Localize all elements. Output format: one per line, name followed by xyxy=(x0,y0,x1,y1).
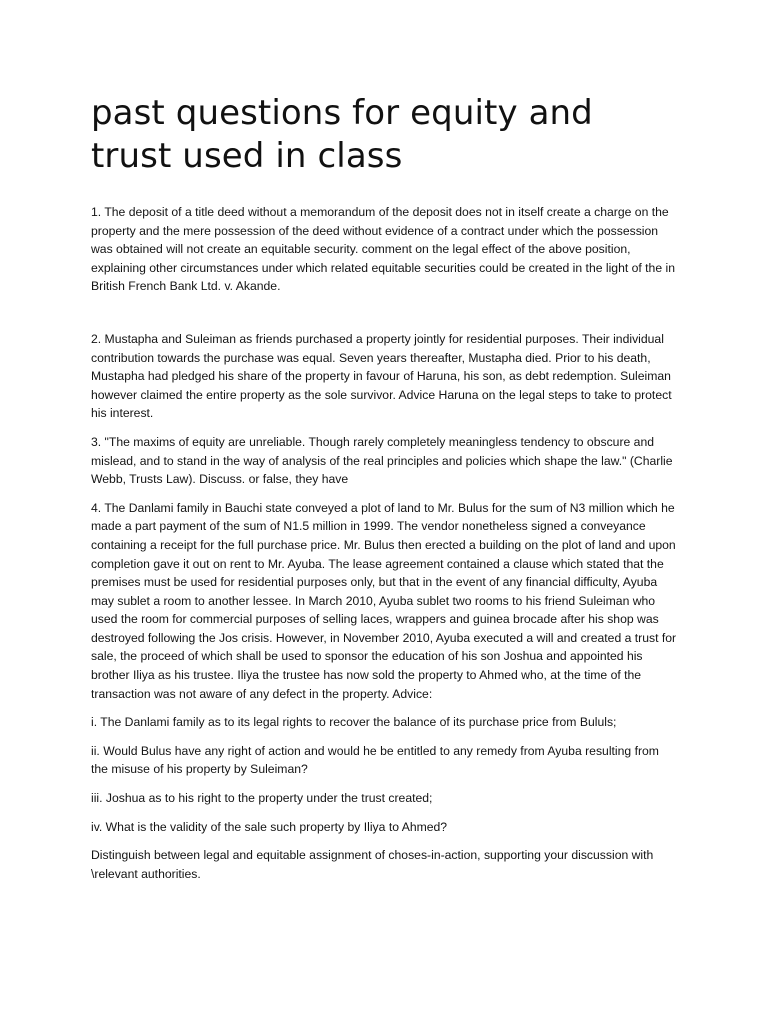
question-4-part-iii: iii. Joshua as to his right to the property under the trust created; xyxy=(91,791,433,806)
question-1: 1. The deposit of a title deed without a memorandum of the deposit does not in itself create a charge on the property and the mere possession of the deed without evidence of a contract under which the possession was obtained will not create an equitable security. comment on the legal effect of the above position, explaining other circumstances under which related equitable securities could be created in the light of the in British French Bank Ltd. v. Akande. xyxy=(91,205,675,294)
question-4-part-ii: ii. Would Bulus have any right of action and would he be entitled to any remedy from Ayuba resulting from the misuse of his property by Suleiman? xyxy=(91,743,659,777)
question-5: Distinguish between legal and equitable assignment of choses-in-action, supporting your discussion with \relevant authorities. xyxy=(91,848,654,881)
paragraph-gap xyxy=(91,306,679,330)
question-2: 2. Mustapha and Suleiman as friends purchased a property jointly for residential purposes. Their individual contribution towards the purchase was equal. Seven years thereafter, Mustapha died. Prior to his death, Mustapha had pledged his share of the property in favour of Haruna, his son, as debt redemption. Suleiman however claimed the entire property as the sole survivor. Advice Haruna on the legal steps to take to protect his interest. xyxy=(91,331,672,421)
document-body xyxy=(91,92,679,893)
question-4: 4. The Danlami family in Bauchi state conveyed a plot of land to Mr. Bulus for the sum of N3 million which he made a part payment of the sum of N1.5 million in 1999. The vendor nonetheless signed a conveyance containing a receipt for the full purchase price. Mr. Bulus then erected a building on the plot of land and upon completion gave it out on rent to Mr. Ayuba. The lease agreement contained a clause which stated that the premises must be used for residential purposes only, but that in the event of any financial difficulty, Ayuba may sublet a room to another lessee. In March 2010, Ayuba sublet two rooms to his friend Suleiman who used the room for commercial purposes of selling laces, wrappers and guinea brocade after his shop was destroyed following the Jos crisis. However, in November 2010, Ayuba executed a will and created a trust for sale, the proceed of which shall be used to sponsor the education of his son Joshua and appointed his brother Iliya as his trustee. Iliya the trustee has now sold the property to Ahmed who, at the time of the transaction was not aware of any defect in the property. Advice: xyxy=(91,500,677,701)
question-3: 3. "The maxims of equity are unreliable. Though rarely completely meaningless tendency to obscure and mislead, and to stand in the way of analysis of the real principles and policies which shape the law." (Charlie Webb, Trusts Law). Discuss. or false, they have xyxy=(91,434,673,487)
question-4-part-iv: iv. What is the validity of the sale such property by Iliya to Ahmed? xyxy=(91,819,448,834)
question-4-part-i: i. The Danlami family as to its legal rights to recover the balance of its purchase price from Bululs; xyxy=(91,715,617,730)
document-title: past questions for equity and trust used in class xyxy=(91,93,593,176)
